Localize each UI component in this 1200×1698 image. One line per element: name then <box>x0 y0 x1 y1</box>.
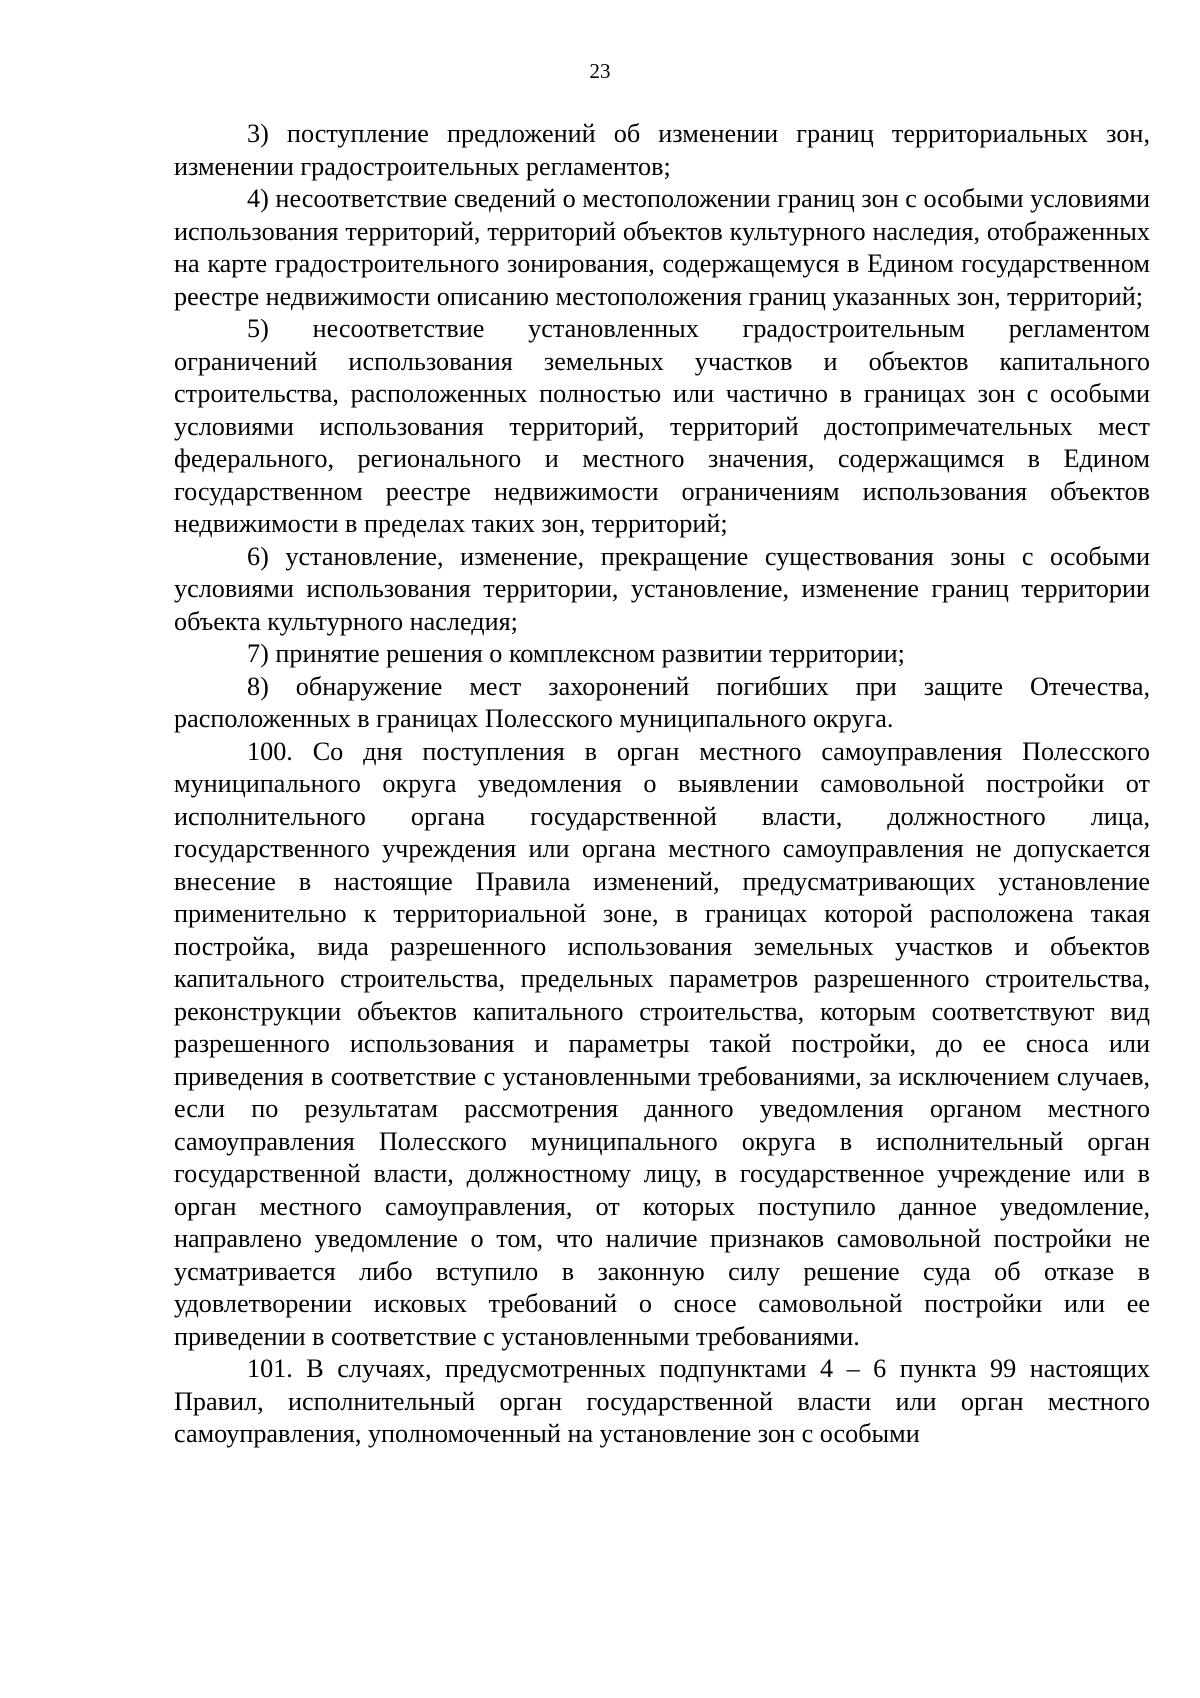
page-number: 23 <box>589 59 611 83</box>
document-body <box>174 118 1150 1451</box>
paragraph-item-5: 5) несоответствие установленных градостроительным регламентом ограничений использования земельных участков и объектов капитального строительства, расположенных полностью или частично в границах зон с особыми условиями использования территорий, территорий достопримечательных мест федерального, регионального и местного значения, содержащимся в Едином государственном реестре недвижимости ограничениям использования объектов недвижимости в пределах таких зон, территорий; <box>174 314 1150 538</box>
paragraph-item-8: 8) обнаружение мест захоронений погибших при защите Отечества, расположенных в границах Полесского муниципального округа. <box>174 671 1150 733</box>
paragraph-clause-100: 100. Со дня поступления в орган местного самоуправления Полесского муниципального округа уведомления о выявлении самовольной постройки от исполнительного органа государственной власти, должностного лица, государственного учреждения или органа местного самоуправления не допускается внесение в настоящие Правила изменений, предусматривающих установление применительно к территориальной зоне, в границах которой расположена такая постройка, вида разрешенного использования земельных участков и объектов капитального строительства, предельных параметров разрешенного строительства, реконструкции объектов капитального строительства, которым соответствуют вид разрешенного использования и параметры такой постройки, до ее сноса или приведения в соответствие с установленными требованиями, за исключением случаев, если по результатам рассмотрения данного уведомления органом местного самоуправления Полесского муниципального округа в исполнительный орган государственной власти, должностному лицу, в государственное учреждение или в орган местного самоуправления, от которых поступило данное уведомление, направлено уведомление о том, что наличие признаков самовольной постройки не усматривается либо вступило в законную силу решение суда об отказе в удовлетворении исковых требований о сносе самовольной постройки или ее приведении в соответствие с установленными требованиями. <box>174 736 1150 1351</box>
paragraph-item-4: 4) несоответствие сведений о местоположении границ зон с особыми условиями использования территорий, территорий объектов культурного наследия, отображенных на карте градостроительного зонирования, содержащемуся в Едином государственном реестре недвижимости описанию местоположения границ указанных зон, территорий; <box>174 184 1150 311</box>
paragraph-item-6: 6) установление, изменение, прекращение существования зоны с особыми условиями использования территории, установление, изменение границ территории объекта культурного наследия; <box>174 541 1150 636</box>
paragraph-item-3: 3) поступление предложений об изменении границ территориальных зон, изменении градостроительных регламентов; <box>174 119 1150 181</box>
paragraph-clause-101: 101. В случаях, предусмотренных подпунктами 4 – 6 пункта 99 настоящих Правил, исполнительный орган государственной власти или орган местного самоуправления, уполномоченный на установление зон с особыми <box>174 1354 1150 1448</box>
paragraph-item-7: 7) принятие решения о комплексном развитии территории; <box>247 639 905 668</box>
